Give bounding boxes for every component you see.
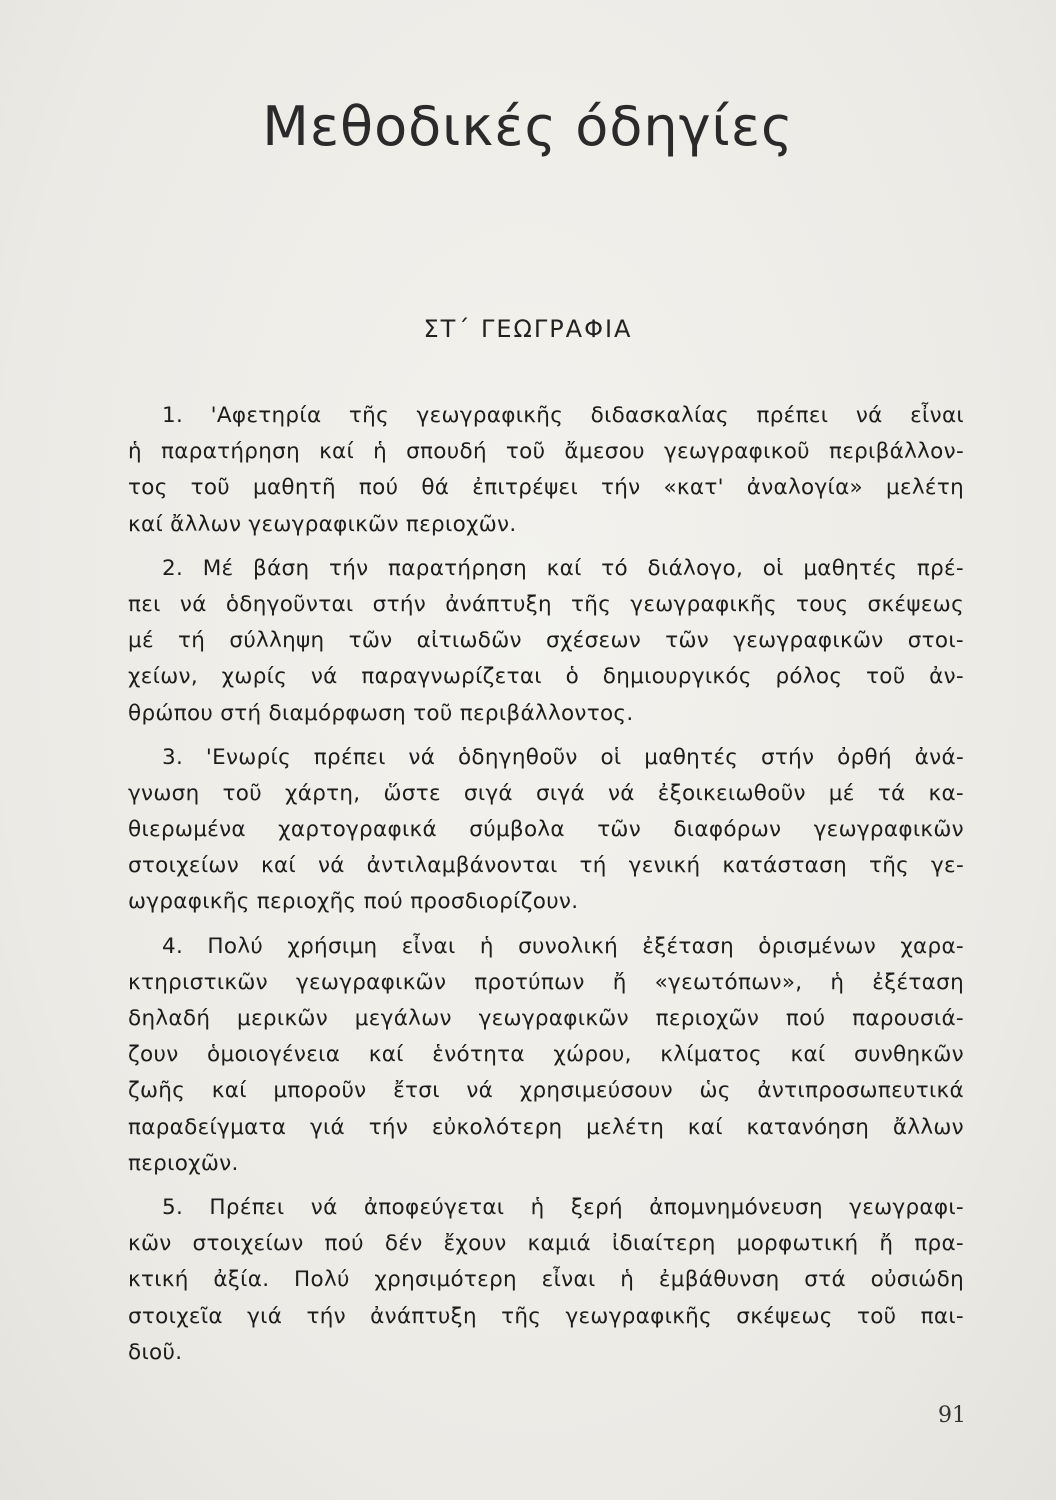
text-line: 2. Μέ βάση τήν παρατήρηση καί τό διάλογο, οἱ μαθητές πρέ- bbox=[162, 555, 964, 581]
text-line: κτηριστικῶν γεωγραφικῶν προτύπων ἤ «γεωτόπων», ἡ ἐξέταση bbox=[128, 969, 964, 995]
text-line: 3. 'Ενωρίς πρέπει νά ὁδηγηθοῦν οἱ μαθητές στήν ὀρθή ἀνά- bbox=[162, 744, 964, 770]
text-line: γνωση τοῦ χάρτη, ὥστε σιγά σιγά νά ἐξοικειωθοῦν μέ τά κα- bbox=[128, 780, 964, 806]
paragraph-5 bbox=[128, 1190, 964, 1371]
text-line: ωγραφικῆς περιοχῆς πού προσδιορίζουν. bbox=[128, 889, 579, 915]
text-line: περιοχῶν. bbox=[128, 1150, 239, 1176]
page-title: Μεθοδικές όδηγίες bbox=[262, 95, 794, 158]
text-line: 1. 'Αφετηρία τῆς γεωγραφικῆς διδασκαλίας πρέπει νά εἶναι bbox=[162, 403, 964, 428]
body-text bbox=[128, 398, 964, 1371]
page-number: 91 bbox=[938, 1403, 966, 1428]
text-line: μέ τή σύλληψη τῶν αἰτιωδῶν σχέσεων τῶν γεωγραφικῶν στοι- bbox=[128, 628, 964, 654]
text-line: ζωῆς καί μποροῦν ἔτσι νά χρησιμεύσουν ὡς ἀντιπροσωπευτικά bbox=[128, 1078, 964, 1104]
text-line: 5. Πρέπει νά ἀποφεύγεται ἡ ξερή ἀπομνημόνευση γεωγραφι- bbox=[162, 1194, 964, 1220]
text-line: πει νά ὁδηγοῦνται στήν ἀνάπτυξη τῆς γεωγραφικῆς τους σκέψεως bbox=[128, 591, 964, 617]
text-line: καί ἄλλων γεωγραφικῶν περιοχῶν. bbox=[128, 511, 517, 537]
paragraph-4 bbox=[128, 929, 964, 1182]
text-line: στοιχεῖα γιά τήν ἀνάπτυξη τῆς γεωγραφικῆς σκέψεως τοῦ παι- bbox=[128, 1303, 964, 1329]
text-line: τος τοῦ μαθητῆ πού θά ἐπιτρέψει τήν «κατ' ἀναλογία» μελέτη bbox=[128, 475, 964, 501]
text-line: 4. Πολύ χρήσιμη εἶναι ἡ συνολική ἐξέταση ὁρισμένων χαρα- bbox=[162, 933, 964, 959]
text-line: διοῦ. bbox=[128, 1339, 183, 1365]
paragraph-1 bbox=[128, 398, 964, 543]
text-line: κῶν στοιχείων πού δέν ἔχουν καμιά ἰδιαίτερη μορφωτική ἤ πρα- bbox=[128, 1231, 964, 1257]
text-line: στοιχείων καί νά ἀντιλαμβάνονται τή γενική κατάσταση τῆς γε- bbox=[128, 853, 964, 879]
text-line: παραδείγματα γιά τήν εὐκολότερη μελέτη καί κατανόηση ἄλλων bbox=[128, 1114, 964, 1140]
paragraph-2 bbox=[128, 551, 964, 732]
text-line: κτική ἀξία. Πολύ χρησιμότερη εἶναι ἡ ἐμβάθυνση στά οὐσιώδη bbox=[128, 1267, 964, 1293]
paragraph-3 bbox=[128, 740, 964, 921]
section-heading: ΣΤ΄ ΓΕΩΓΡΑΦΙΑ bbox=[423, 315, 633, 343]
text-line: θιερωμένα χαρτογραφικά σύμβολα τῶν διαφόρων γεωγραφικῶν bbox=[128, 817, 964, 843]
text-line: χείων, χωρίς νά παραγνωρίζεται ὁ δημιουργικός ρόλος τοῦ ἀν- bbox=[128, 664, 964, 690]
text-line: ἡ παρατήρηση καί ἡ σπουδή τοῦ ἄμεσου γεωγραφικοῦ περιβάλλον- bbox=[128, 439, 964, 465]
text-line: θρώπου στή διαμόρφωση τοῦ περιβάλλοντος. bbox=[128, 700, 634, 726]
text-line: δηλαδή μερικῶν μεγάλων γεωγραφικῶν περιοχῶν πού παρουσιά- bbox=[128, 1006, 964, 1031]
text-line: ζουν ὁμοιογένεια καί ἑνότητα χώρου, κλίματος καί συνθηκῶν bbox=[128, 1042, 964, 1068]
